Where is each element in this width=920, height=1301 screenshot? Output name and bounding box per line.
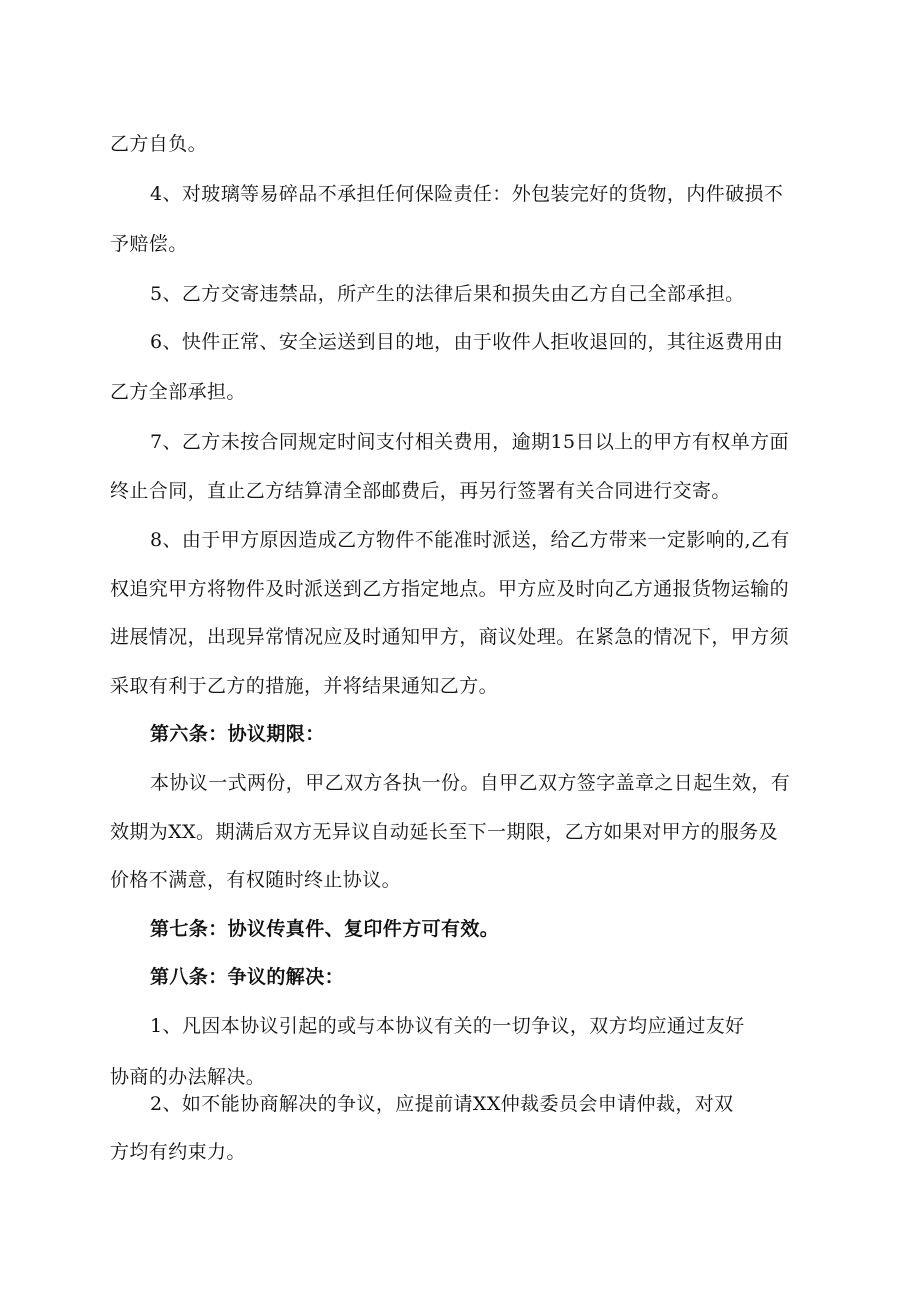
text-line: 6、快件正常、安全运送到目的地，由于收件人拒收退回的，其往返费用由 — [150, 331, 784, 353]
text-line: 乙方自负。 — [110, 133, 208, 155]
text-line: 权追究甲方将物件及时派送到乙方指定地点。甲方应及时向乙方通报货物运输的 — [110, 578, 790, 600]
text-line: 5、乙方交寄违禁品，所产生的法律后果和损失由乙方自己全部承担。 — [150, 283, 745, 305]
text-line: 方均有约束力。 — [110, 1141, 246, 1163]
text-line: 2、如不能协商解决的争议，应提前请XX仲裁委员会申请仲裁，对双 — [150, 1093, 734, 1115]
text-line: 价格不满意，有权随时终止协议。 — [110, 869, 402, 891]
text-line: 进展情况，出现异常情况应及时通知甲方，商议处理。在紧急的情况下，甲方须 — [110, 626, 790, 648]
text-line: 8、由于甲方原因造成乙方物件不能准时派送，给乙方带来一定影响的,乙有 — [150, 529, 790, 551]
text-line: 本协议一式两份，甲乙双方各执一份。自甲乙双方签字盖章之日起生效，有 — [150, 772, 791, 794]
section-heading-8: 第八条：争议的解决： — [150, 966, 345, 988]
text-line: 效期为XX。期满后双方无异议自动延长至下一期限，乙方如果对甲方的服务及 — [110, 821, 779, 843]
section-heading-6: 第六条：协议期限： — [150, 723, 325, 745]
text-line: 采取有利于乙方的措施，并将结果通知乙方。 — [110, 675, 499, 697]
text-line: 7、乙方未按合同规定时间支付相关费用，逾期15日以上的甲方有权单方面 — [150, 431, 789, 453]
text-line: 予赔偿。 — [110, 233, 188, 255]
text-line: 1、凡因本协议引起的或与本协议有关的一切争议，双方均应通过友好 — [150, 1015, 745, 1037]
text-line: 4、对玻璃等易碎品不承担任何保险责任：外包装完好的货物，内件破损不 — [150, 183, 784, 205]
text-line: 协商的办法解决。 — [110, 1066, 266, 1088]
text-line: 乙方全部承担。 — [110, 381, 246, 403]
text-line: 终止合同，直止乙方结算清全部邮费后，再另行签署有关合同进行交寄。 — [110, 480, 731, 502]
section-heading-7: 第七条：协议传真件、复印件方可有效。 — [150, 918, 500, 940]
